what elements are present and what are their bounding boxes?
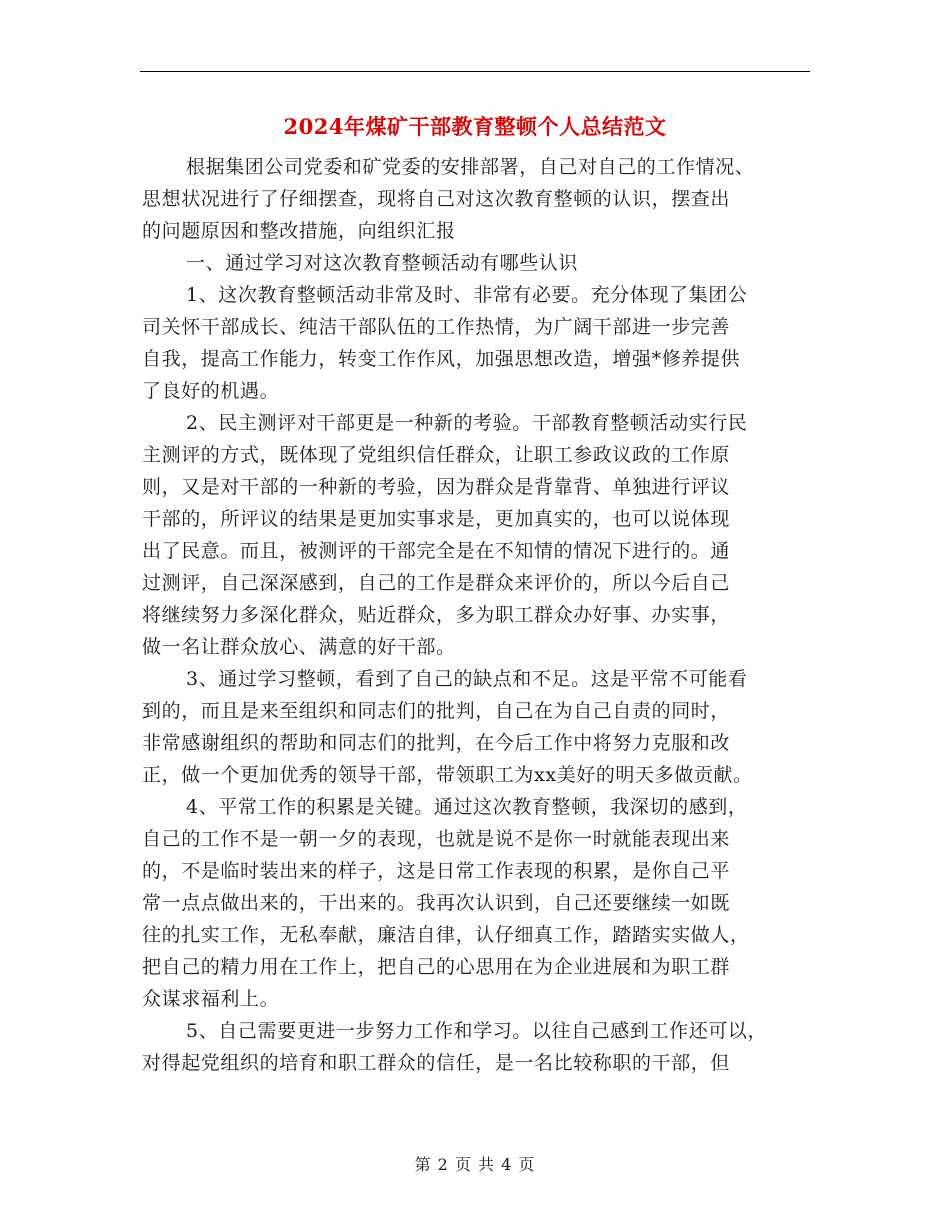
text-line: 做一名让群众放心、满意的好干部。 — [142, 636, 456, 658]
text-line: 干部的，所评议的结果是更加实事求是，更加真实的，也可以说体现 — [142, 508, 731, 530]
text-line: 自己的工作不是一朝一夕的表现，也就是说不是你一时就能表现出来 — [142, 828, 731, 850]
paragraph — [142, 247, 820, 279]
document-title: 2024年煤矿干部教育整顿个人总结范文 — [283, 114, 667, 139]
text-line: 2、民主测评对干部更是一种新的考验。干部教育整顿活动实行民 — [186, 412, 748, 434]
text-line: 常一点点做出来的，干出来的。我再次认识到，自己还要继续一如既 — [142, 892, 731, 914]
text-line: 根据集团公司党委和矿党委的安排部署，自己对自己的工作情况、 — [186, 156, 755, 178]
text-line: 司关怀干部成长、纯洁干部队伍的工作热情，为广阔干部进一步完善 — [142, 316, 731, 338]
text-line: 出了民意。而且，被测评的干部完全是在不知情的情况下进行的。通 — [142, 540, 731, 562]
text-line: 的，不是临时装出来的样子，这是日常工作表现的积累，是你自己平 — [142, 860, 731, 882]
text-line: 了良好的机遇。 — [142, 380, 280, 402]
paragraph — [142, 279, 820, 407]
text-line: 思想状况进行了仔细摆查，现将自己对这次教育整顿的认识，摆查出 — [142, 188, 731, 210]
text-line: 主测评的方式，既体现了党组织信任群众，让职工参政议政的工作原 — [142, 444, 731, 466]
paragraph — [142, 407, 820, 663]
text-line: 4、平常工作的积累是关键。通过这次教育整顿，我深切的感到， — [186, 796, 748, 818]
paragraph — [142, 1015, 820, 1079]
text-line: 到的，而且是来至组织和同志们的批判，自己在为自己自责的同时， — [142, 700, 731, 722]
text-line: 3、通过学习整顿，看到了自己的缺点和不足。这是平常不可能看 — [186, 668, 748, 690]
paragraph — [142, 791, 820, 1015]
text-line: 一、通过学习对这次教育整顿活动有哪些认识 — [186, 252, 579, 274]
text-line: 往的扎实工作，无私奉献，廉洁自律，认仔细真工作，踏踏实实做人， — [142, 924, 750, 946]
text-line: 将继续努力多深化群众，贴近群众，多为职工群众办好事、办实事， — [142, 604, 731, 626]
header-rule — [140, 71, 810, 72]
page-number: 第 2 页 共 4 页 — [414, 1155, 536, 1174]
text-line: 则，又是对干部的一种新的考验，因为群众是背靠背、单独进行评议 — [142, 476, 731, 498]
text-line: 把自己的精力用在工作上，把自己的心思用在为企业进展和为职工群 — [142, 956, 731, 978]
text-line: 非常感谢组织的帮助和同志们的批判，在今后工作中将努力克服和改 — [142, 732, 731, 754]
text-line: 5、自己需要更进一步努力工作和学习。以往自己感到工作还可以， — [186, 1020, 768, 1042]
text-line: 正，做一个更加优秀的领导干部，带领职工为xx美好的明天多做贡献。 — [142, 764, 753, 786]
text-line: 众谋求福利上。 — [142, 988, 280, 1010]
text-line: 过测评，自己深深感到，自己的工作是群众来评价的，所以今后自己 — [142, 572, 731, 594]
text-line: 1、这次教育整顿活动非常及时、非常有必要。充分体现了集团公 — [186, 284, 748, 306]
document-body — [142, 151, 820, 1079]
paragraph — [142, 151, 820, 247]
text-line: 对得起党组织的培育和职工群众的信任，是一名比较称职的干部，但 — [142, 1052, 731, 1074]
text-line: 的问题原因和整改措施，向组织汇报 — [142, 220, 456, 242]
text-line: 自我，提高工作能力，转变工作作风，加强思想改造，增强*修养提供 — [142, 348, 741, 370]
paragraph — [142, 663, 820, 791]
